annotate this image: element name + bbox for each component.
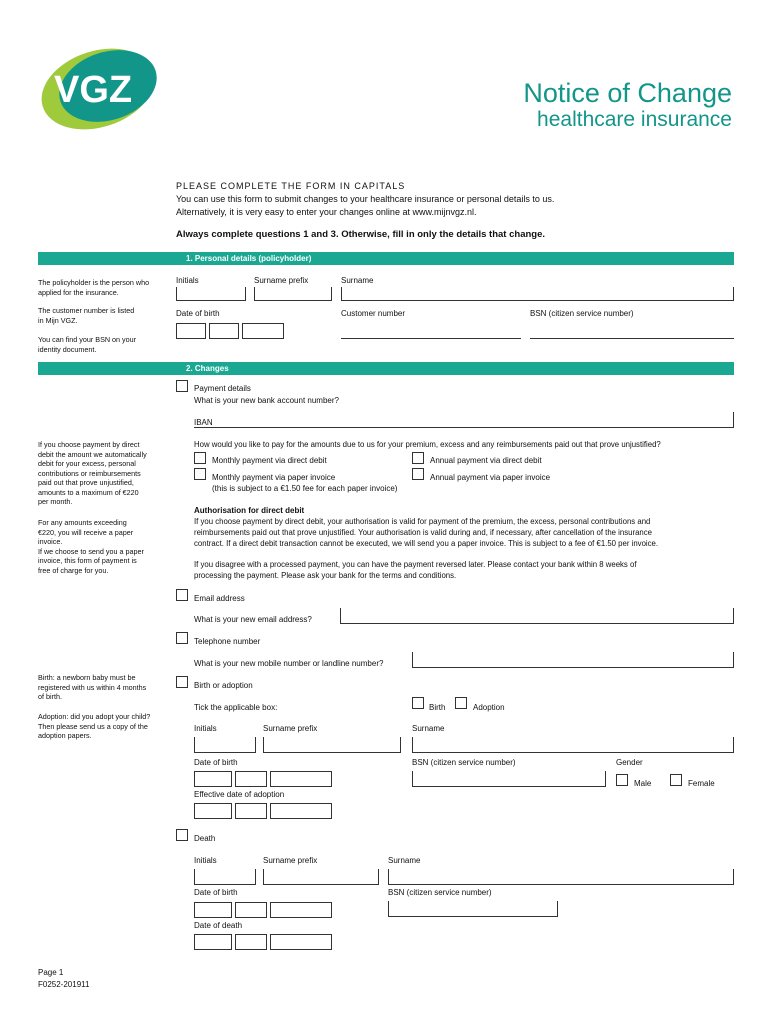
authorisation-text-2: reimbursements paid out that prove unjustified. Your authorisation is valid during and, if necessary, after cancellation of the insurance xyxy=(194,528,652,537)
monthly-direct-debit-checkbox[interactable] xyxy=(194,452,206,464)
deceased-initials-input[interactable] xyxy=(194,869,256,885)
gender-label: Gender xyxy=(616,758,643,767)
telephone-input[interactable] xyxy=(412,652,734,668)
side-note-birth: Birth: a newborn baby must be registered with us within 4 months of birth. xyxy=(38,673,147,701)
disagree-text-1: If you disagree with a processed payment, you can have the payment reversed later. Please contact your bank within 8 weeks of xyxy=(194,560,637,569)
label-initials: Initials xyxy=(176,276,199,285)
authorisation-title: Authorisation for direct debit xyxy=(194,506,305,515)
label-surname: Surname xyxy=(341,276,374,285)
birth-option-label: Birth xyxy=(429,703,446,712)
intro-text-2: Alternatively, it is very easy to enter your changes online at www.mijnvgz.nl. xyxy=(176,207,477,217)
adoption-date-label: Effective date of adoption xyxy=(194,790,285,799)
label-bsn: BSN (citizen service number) xyxy=(530,309,634,318)
deceased-surname-label: Surname xyxy=(388,856,421,865)
side-note-policyholder: The policyholder is the person who applied for the insurance. xyxy=(38,278,150,297)
svg-text:VGZ: VGZ xyxy=(54,69,133,111)
page-title: Notice of Change xyxy=(523,78,732,108)
payment-details-title: Payment details xyxy=(194,384,251,393)
male-label: Male xyxy=(634,779,652,788)
date-of-death-label: Date of death xyxy=(194,921,243,930)
telephone-question: What is your new mobile number or landline number? xyxy=(194,659,384,668)
child-dob-input[interactable] xyxy=(194,771,335,787)
bsn-input[interactable] xyxy=(530,338,734,339)
birth-option-checkbox[interactable] xyxy=(412,697,424,709)
deceased-surname-prefix-label: Surname prefix xyxy=(263,856,318,865)
monthly-paper-invoice-label: Monthly payment via paper invoice xyxy=(212,473,336,482)
authorisation-text-3: contract. If a direct debit transaction cannot be executed, we will send you a paper invoice. This is subject to a fee of €1.50 per invoice. xyxy=(194,539,659,548)
authorisation-text-1: If you choose payment by direct debit, your authorisation is valid for payment of the premium, the excess, personal contributions and xyxy=(194,517,651,526)
annual-direct-debit-checkbox[interactable] xyxy=(412,452,424,464)
child-dob-label: Date of birth xyxy=(194,758,238,767)
side-note-customer-number: The customer number is listed in Mijn VGZ. xyxy=(38,306,135,325)
tick-applicable-label: Tick the applicable box: xyxy=(194,703,278,712)
monthly-paper-invoice-checkbox[interactable] xyxy=(194,468,206,480)
section-1-bar xyxy=(38,252,734,265)
payment-question: What is your new bank account number? xyxy=(194,396,339,405)
monthly-direct-debit-label: Monthly payment via direct debit xyxy=(212,456,327,465)
deceased-surname-input[interactable] xyxy=(388,869,734,885)
annual-paper-invoice-checkbox[interactable] xyxy=(412,468,424,480)
child-surname-input[interactable] xyxy=(412,737,734,753)
surname-input[interactable] xyxy=(341,287,734,301)
deceased-dob-input[interactable] xyxy=(194,902,335,918)
telephone-title: Telephone number xyxy=(194,637,261,646)
section-1-title: 1. Personal details (policyholder) xyxy=(186,254,312,263)
side-note-direct-debit: If you choose payment by direct debit the amount we automatically debit for your excess, personal contributions or reimbursements paid out that prove unjustified, amounts to a maximum of €220 per month. xyxy=(38,440,147,506)
customer-number-input[interactable] xyxy=(341,338,521,339)
child-bsn-input[interactable] xyxy=(412,771,606,787)
vgz-logo xyxy=(36,44,166,130)
surname-prefix-input[interactable] xyxy=(254,287,332,301)
birth-adoption-checkbox[interactable] xyxy=(176,676,188,688)
deceased-dob-label: Date of birth xyxy=(194,888,238,897)
email-input[interactable] xyxy=(340,608,734,624)
label-customer-number: Customer number xyxy=(341,309,406,318)
label-surname-prefix: Surname prefix xyxy=(254,276,309,285)
male-checkbox[interactable] xyxy=(616,774,628,786)
date-of-birth-input[interactable] xyxy=(176,323,287,339)
form-code: F0252-201911 xyxy=(38,980,90,989)
death-checkbox[interactable] xyxy=(176,829,188,841)
date-of-death-input[interactable] xyxy=(194,934,335,950)
monthly-paper-invoice-note: (this is subject to a €1.50 fee for each paper invoice) xyxy=(212,484,398,493)
deceased-bsn-label: BSN (citizen service number) xyxy=(388,888,492,897)
female-label: Female xyxy=(688,779,715,788)
intro-capitals: PLEASE COMPLETE THE FORM IN CAPITALS xyxy=(176,181,406,191)
child-surname-prefix-label: Surname prefix xyxy=(263,724,318,733)
intro-text-1: You can use this form to submit changes to your healthcare insurance or personal details to us. xyxy=(176,194,555,204)
female-checkbox[interactable] xyxy=(670,774,682,786)
initials-input[interactable] xyxy=(176,287,246,301)
payment-details-checkbox[interactable] xyxy=(176,380,188,392)
child-surname-prefix-input[interactable] xyxy=(263,737,401,753)
payment-method-question: How would you like to pay for the amounts due to us for your premium, excess and any reimbursements paid out that prove unjustified? xyxy=(194,440,661,449)
deceased-bsn-input[interactable] xyxy=(388,901,558,917)
annual-direct-debit-label: Annual payment via direct debit xyxy=(430,456,542,465)
adoption-option-label: Adoption xyxy=(473,703,505,712)
child-initials-label: Initials xyxy=(194,724,217,733)
death-title: Death xyxy=(194,834,216,843)
child-initials-input[interactable] xyxy=(194,737,256,753)
side-note-bsn: You can find your BSN on your identity document. xyxy=(38,335,137,354)
page-number: Page 1 xyxy=(38,968,64,977)
section-2-bar xyxy=(38,362,734,375)
deceased-initials-label: Initials xyxy=(194,856,217,865)
section-2-title: 2. Changes xyxy=(186,364,229,373)
annual-paper-invoice-label: Annual payment via paper invoice xyxy=(430,473,551,482)
child-surname-label: Surname xyxy=(412,724,445,733)
telephone-checkbox[interactable] xyxy=(176,632,188,644)
side-note-adoption: Adoption: did you adopt your child? Then please send us a copy of the adoption papers. xyxy=(38,712,151,740)
child-bsn-label: BSN (citizen service number) xyxy=(412,758,516,767)
email-question: What is your new email address? xyxy=(194,615,312,624)
label-date-of-birth: Date of birth xyxy=(176,309,220,318)
birth-adoption-title: Birth or adoption xyxy=(194,681,253,690)
iban-input[interactable] xyxy=(194,412,734,428)
adoption-option-checkbox[interactable] xyxy=(455,697,467,709)
label-iban: IBAN xyxy=(194,418,213,427)
disagree-text-2: processing the payment. Please ask your bank for the terms and conditions. xyxy=(194,571,457,580)
page-subtitle: healthcare insurance xyxy=(537,108,732,131)
email-title: Email address xyxy=(194,594,245,603)
intro-bold: Always complete questions 1 and 3. Otherwise, fill in only the details that change. xyxy=(176,229,546,240)
side-note-paper-invoice: For any amounts exceeding €220, you will receive a paper invoice. If we choose to send you a paper invoice, this form of payment is free of charge for you. xyxy=(38,518,144,575)
email-checkbox[interactable] xyxy=(176,589,188,601)
deceased-surname-prefix-input[interactable] xyxy=(263,869,379,885)
adoption-date-input[interactable] xyxy=(194,803,335,819)
